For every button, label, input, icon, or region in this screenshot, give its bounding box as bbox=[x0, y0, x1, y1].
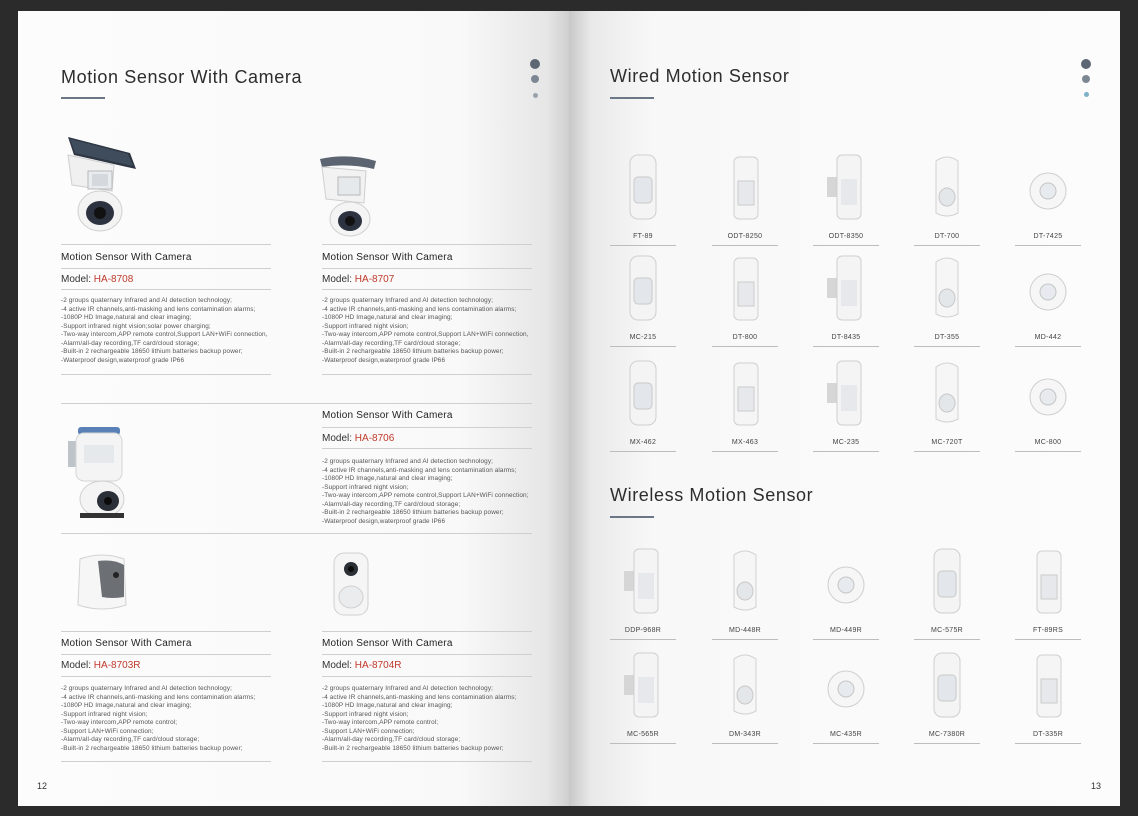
sensor-mc-215 bbox=[610, 248, 676, 358]
card-divider bbox=[322, 676, 532, 677]
sensor-model-label: DM-343R bbox=[728, 731, 762, 738]
sensor-product-image bbox=[712, 147, 778, 227]
card-divider bbox=[61, 631, 271, 632]
sensor-underline bbox=[712, 245, 778, 246]
card-divider bbox=[322, 244, 532, 245]
sensor-mx-463 bbox=[712, 353, 778, 463]
card-divider bbox=[322, 761, 532, 762]
sensor-model-label: MC-565R bbox=[626, 731, 660, 738]
sensor-model-label: DDP-968R bbox=[624, 627, 662, 634]
sensor-model-label: DT-8435 bbox=[831, 334, 861, 341]
sensor-underline bbox=[610, 451, 676, 452]
sensor-product-image bbox=[813, 541, 879, 621]
row-divider bbox=[61, 533, 532, 534]
sensor-product-image bbox=[1015, 353, 1081, 433]
product-photo-ha-8704r bbox=[328, 551, 374, 619]
sensor-model-label: MC-575R bbox=[930, 627, 964, 634]
title-underline bbox=[610, 97, 654, 99]
sensor-underline bbox=[1015, 451, 1081, 452]
product-photo-ha-8706 bbox=[66, 423, 128, 519]
sensor-underline bbox=[1015, 743, 1081, 744]
section-title-wired: Wired Motion Sensor bbox=[610, 66, 790, 86]
sensor-underline bbox=[914, 245, 980, 246]
sensor-odt-8350 bbox=[813, 147, 879, 257]
sensor-underline bbox=[813, 451, 879, 452]
page-number-left: 12 bbox=[37, 781, 48, 791]
sensor-dt-355 bbox=[914, 248, 980, 358]
product-photo-ha-8703r bbox=[72, 551, 132, 615]
sensor-product-image bbox=[610, 147, 676, 227]
sensor-product-image bbox=[610, 353, 676, 433]
sensor-mc-235 bbox=[813, 353, 879, 463]
sensor-ft-89 bbox=[610, 147, 676, 257]
sensor-product-image bbox=[712, 248, 778, 328]
sensor-underline bbox=[610, 245, 676, 246]
sensor-underline bbox=[610, 743, 676, 744]
card-divider bbox=[61, 374, 271, 375]
card-divider bbox=[322, 427, 532, 428]
sensor-product-image bbox=[914, 147, 980, 227]
sensor-mc-435r bbox=[813, 645, 879, 755]
sensor-model-label: MC-720T bbox=[931, 439, 963, 446]
card-divider bbox=[61, 289, 271, 290]
sensor-underline bbox=[1015, 346, 1081, 347]
sensor-product-image bbox=[914, 353, 980, 433]
sensor-model-label: DT-7425 bbox=[1033, 233, 1063, 240]
product-name: Motion Sensor With Camera bbox=[61, 252, 192, 263]
product-name: Motion Sensor With Camera bbox=[322, 410, 453, 421]
product-model: Model: HA-8707 bbox=[322, 274, 395, 285]
product-name: Motion Sensor With Camera bbox=[322, 638, 453, 649]
sensor-product-image bbox=[914, 645, 980, 725]
sensor-product-image bbox=[610, 541, 676, 621]
sensor-product-image bbox=[813, 147, 879, 227]
sensor-underline bbox=[813, 346, 879, 347]
sensor-underline bbox=[914, 743, 980, 744]
sensor-underline bbox=[712, 639, 778, 640]
card-divider bbox=[61, 676, 271, 677]
sensor-model-label: ODT-8350 bbox=[828, 233, 864, 240]
card-divider bbox=[61, 654, 271, 655]
product-features: -2 groups quaternary Infrared and AI detection technology; -4 active IR channels,anti-masking and lens contamination alarms; -1080P HD Image,natural and clear imaging; -Support infrared night vision; -Two-way intercom,APP remote control,Support LAN+WiFi connection, -Alarm/all-day recording,TF card/cloud storage; -Built-in 2 rechargeable 18650 lithium batteries backup power; -Waterproof design,waterproof grade IP66 bbox=[322, 297, 529, 364]
sensor-mc-565r bbox=[610, 645, 676, 755]
product-features: -2 groups quaternary Infrared and AI detection technology; -4 active IR channels,anti-masking and lens contamination alarms; -1080P HD Image,natural and clear imaging; -Support infrared night vision; -Two-way intercom,APP remote control; -Support LAN+WiFi connection; -Alarm/all-day recording,TF card/cloud storage; -Built-in 2 rechargeable 18650 lithium batteries backup power; bbox=[61, 685, 256, 752]
sensor-product-image bbox=[610, 248, 676, 328]
sensor-dt-700 bbox=[914, 147, 980, 257]
sensor-product-image bbox=[1015, 248, 1081, 328]
sensor-underline bbox=[813, 639, 879, 640]
sensor-product-image bbox=[813, 645, 879, 725]
sensor-dt-8435 bbox=[813, 248, 879, 358]
title-underline bbox=[61, 97, 105, 99]
card-divider bbox=[322, 448, 532, 449]
sensor-model-label: FT-89 bbox=[633, 233, 653, 240]
sensor-model-label: MD-448R bbox=[728, 627, 762, 634]
sensor-md-449r bbox=[813, 541, 879, 651]
sensor-underline bbox=[1015, 245, 1081, 246]
product-photo-ha-8708 bbox=[62, 133, 140, 233]
sensor-product-image bbox=[813, 248, 879, 328]
sensor-model-label: MC-800 bbox=[1034, 439, 1062, 446]
sensor-product-image bbox=[914, 248, 980, 328]
card-divider bbox=[61, 761, 271, 762]
product-model: Model: HA-8704R bbox=[322, 660, 402, 671]
product-features: -2 groups quaternary Infrared and AI detection technology; -4 active IR channels,anti-masking and lens contamination alarms; -1080P HD Image,natural and clear imaging; -Support infrared night vision; -Two-way intercom,APP remote control; -Support LAN+WiFi connection; -Alarm/all-day recording,TF card/cloud storage; -Built-in 2 rechargeable 18650 lithium batteries backup power; bbox=[322, 685, 517, 752]
row-divider bbox=[61, 403, 532, 404]
sensor-underline bbox=[914, 451, 980, 452]
page-number-right: 13 bbox=[1091, 781, 1102, 791]
sensor-underline bbox=[813, 743, 879, 744]
sensor-ddp-968r bbox=[610, 541, 676, 651]
model-number: HA-8703R bbox=[93, 660, 141, 671]
sensor-underline bbox=[610, 346, 676, 347]
product-model: Model: HA-8708 bbox=[61, 274, 134, 285]
sensor-mc-7380r bbox=[914, 645, 980, 755]
sensor-model-label: MC-215 bbox=[629, 334, 657, 341]
sensor-underline bbox=[813, 245, 879, 246]
product-photo-ha-8707 bbox=[318, 153, 380, 237]
model-number: HA-8706 bbox=[354, 433, 395, 444]
sensor-model-label: MC-235 bbox=[832, 439, 860, 446]
section-title-motion-camera: Motion Sensor With Camera bbox=[61, 67, 303, 87]
card-divider bbox=[322, 289, 532, 290]
sensor-md-448r bbox=[712, 541, 778, 651]
sensor-model-label: MX-463 bbox=[731, 439, 759, 446]
sensor-product-image bbox=[914, 541, 980, 621]
sensor-underline bbox=[914, 346, 980, 347]
model-number: HA-8707 bbox=[354, 274, 395, 285]
card-divider bbox=[322, 631, 532, 632]
sensor-model-label: DT-355 bbox=[934, 334, 960, 341]
sensor-underline bbox=[712, 743, 778, 744]
catalog-page-left bbox=[18, 11, 569, 806]
product-features: -2 groups quaternary Infrared and AI detection technology; -4 active IR channels,anti-masking and lens contamination alarms; -1080P HD Image,natural and clear imaging; -Support infrared night vision; -Two-way intercom,APP remote control,Support LAN+WiFi connection; -Alarm/all-day recording,TF card/cloud storage; -Built-in 2 rechargeable 18650 lithium batteries backup power; -Waterproof design,waterproof grade IP66 bbox=[322, 458, 529, 525]
sensor-product-image bbox=[712, 645, 778, 725]
model-number: HA-8708 bbox=[93, 274, 134, 285]
sensor-dt-800 bbox=[712, 248, 778, 358]
sensor-model-label: DT-700 bbox=[934, 233, 960, 240]
sensor-product-image bbox=[610, 645, 676, 725]
sensor-underline bbox=[712, 346, 778, 347]
sensor-md-442 bbox=[1015, 248, 1081, 358]
sensor-model-label: DT-800 bbox=[732, 334, 758, 341]
card-divider bbox=[61, 244, 271, 245]
sensor-underline bbox=[914, 639, 980, 640]
sensor-product-image bbox=[1015, 645, 1081, 725]
sensor-dt-335r bbox=[1015, 645, 1081, 755]
sensor-model-label: MX-462 bbox=[629, 439, 657, 446]
sensor-underline bbox=[610, 639, 676, 640]
sensor-product-image bbox=[813, 353, 879, 433]
sensor-model-label: MD-449R bbox=[829, 627, 863, 634]
model-number: HA-8704R bbox=[354, 660, 402, 671]
sensor-odt-8250 bbox=[712, 147, 778, 257]
sensor-model-label: DT-335R bbox=[1032, 731, 1064, 738]
title-underline bbox=[610, 516, 654, 518]
sensor-product-image bbox=[712, 541, 778, 621]
section-title-wireless: Wireless Motion Sensor bbox=[610, 485, 814, 505]
product-model: Model: HA-8703R bbox=[61, 660, 141, 671]
sensor-product-image bbox=[712, 353, 778, 433]
sensor-model-label: FT-89RS bbox=[1032, 627, 1064, 634]
card-divider bbox=[322, 654, 532, 655]
product-name: Motion Sensor With Camera bbox=[322, 252, 453, 263]
card-divider bbox=[322, 268, 532, 269]
sensor-model-label: ODT-8250 bbox=[727, 233, 763, 240]
sensor-model-label: MD-442 bbox=[1034, 334, 1062, 341]
card-divider bbox=[61, 268, 271, 269]
sensor-model-label: MC-7380R bbox=[928, 731, 966, 738]
sensor-model-label: MC-435R bbox=[829, 731, 863, 738]
product-name: Motion Sensor With Camera bbox=[61, 638, 192, 649]
sensor-mc-575r bbox=[914, 541, 980, 651]
sensor-mc-800 bbox=[1015, 353, 1081, 463]
product-model: Model: HA-8706 bbox=[322, 433, 395, 444]
sensor-underline bbox=[1015, 639, 1081, 640]
sensor-dm-343r bbox=[712, 645, 778, 755]
sensor-ft-89rs bbox=[1015, 541, 1081, 651]
sensor-product-image bbox=[1015, 147, 1081, 227]
catalog-page-right bbox=[569, 11, 1120, 806]
product-features: -2 groups quaternary Infrared and AI detection technology; -4 active IR channels,anti-masking and lens contamination alarms; -1080P HD Image,natural and clear imaging; -Support infrared night vision;solar power charging; -Two-way intercom,APP remote control,Support LAN+WiFi connection, -Alarm/all-day recording,TF card/cloud storage; -Built-in 2 rechargeable 18650 lithium batteries backup power; -Waterproof design,waterproof grade IP66 bbox=[61, 297, 268, 364]
sensor-mc-720t bbox=[914, 353, 980, 463]
sensor-dt-7425 bbox=[1015, 147, 1081, 257]
sensor-product-image bbox=[1015, 541, 1081, 621]
card-divider bbox=[322, 374, 532, 375]
sensor-mx-462 bbox=[610, 353, 676, 463]
sensor-underline bbox=[712, 451, 778, 452]
